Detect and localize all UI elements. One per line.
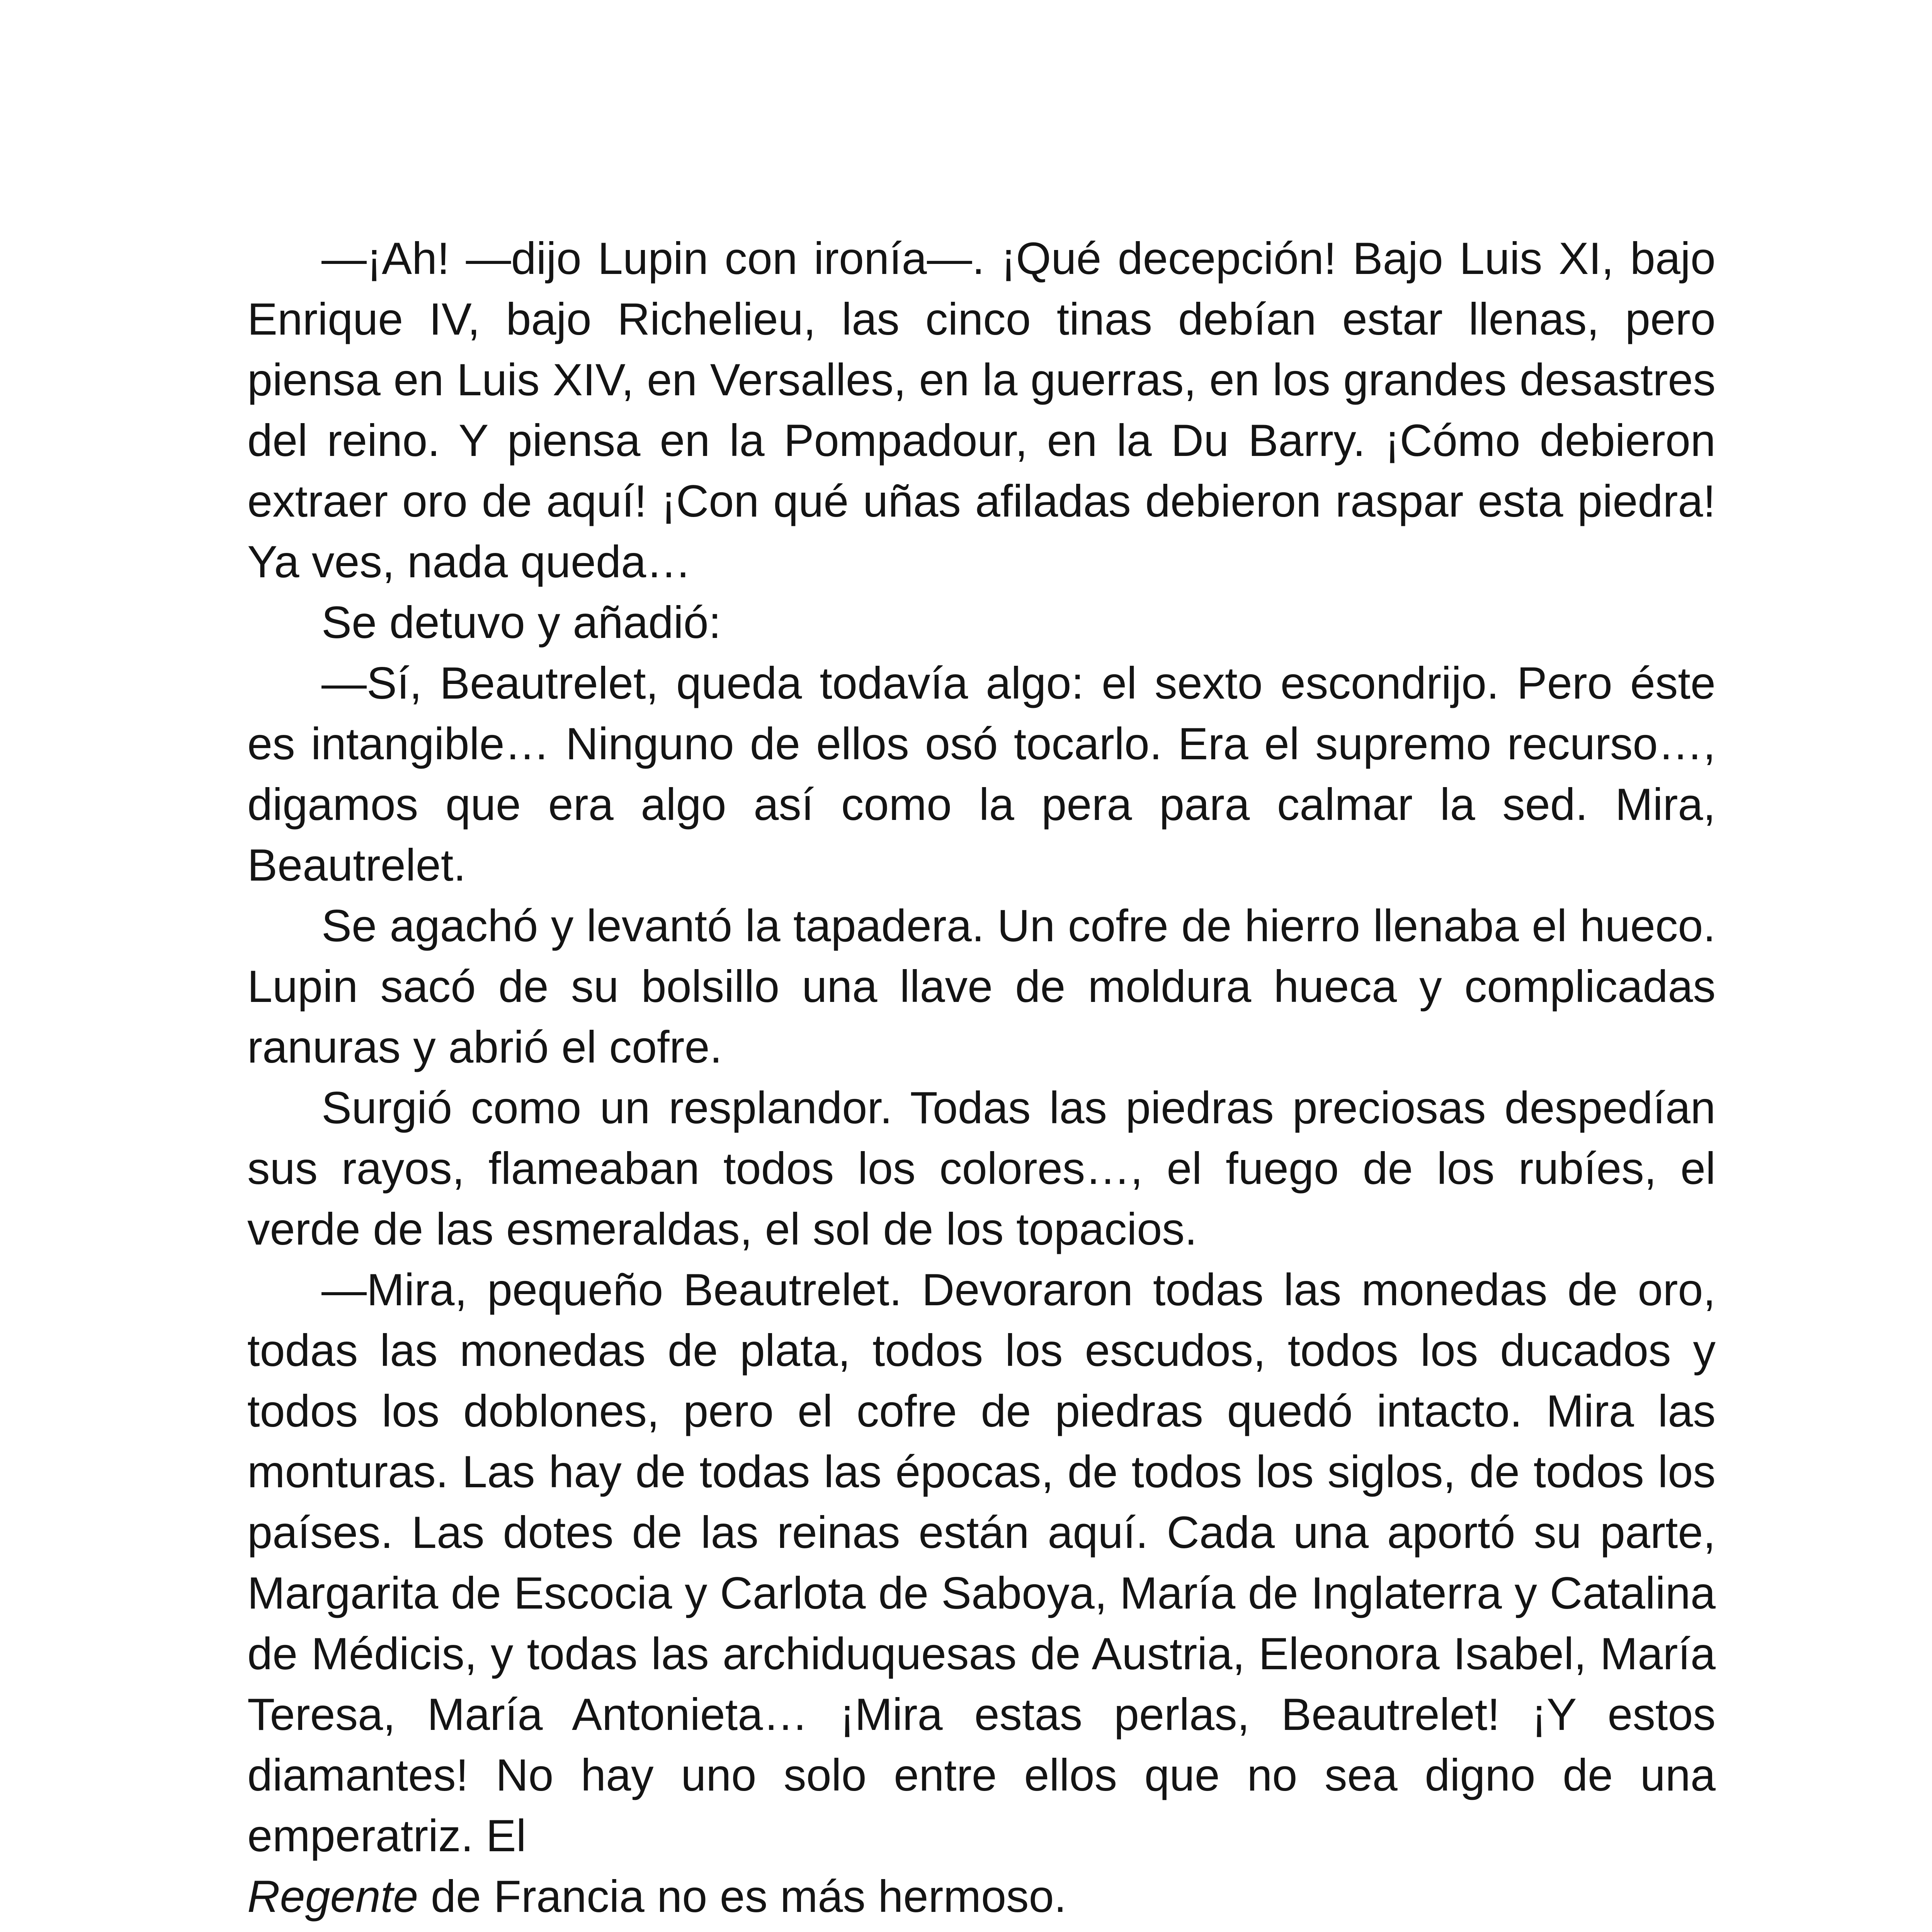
italic-title-regente: Regente: [247, 1871, 418, 1922]
paragraph-2: Se detuvo y añadió:: [321, 597, 721, 648]
paragraph-7: [247, 1927, 1716, 1932]
paragraph-4: Se agachó y levantó la tapadera. Un cofre de hierro llenaba el hueco. Lupin sacó de su bolsillo una llave de moldura hueca y complicadas ranuras y abrió el cofre.: [247, 900, 1716, 1072]
paragraph-3: —Sí, Beautrelet, queda todavía algo: el sexto escondrijo. Pero éste es intangible… Ninguno de ellos osó tocarlo. Era el supremo recurso…, digamos que era algo así como la pera para calmar la sed. Mira, Beautrelet.: [247, 658, 1716, 890]
book-page-text: [247, 228, 1716, 1932]
paragraph-6-tail: de Francia no es más hermoso.: [430, 1871, 1067, 1922]
paragraph-5: Surgió como un resplandor. Todas las piedras preciosas despedían sus rayos, flameaban todos los colores…, el fuego de los rubíes, el verde de las esmeraldas, el sol de los topacios.: [247, 1082, 1716, 1254]
paragraph-6: [247, 1259, 1716, 1927]
paragraph-6-text: —Mira, pequeño Beautrelet. Devoraron todas las monedas de oro, todas las monedas de plata, todos los escudos, todos los ducados y todos los doblones, pero el cofre de piedras quedó intacto. Mira las monturas. Las hay de todas las épocas, de todos los siglos, de todos los países. Las dotes de las reinas están aquí. Cada una aportó su parte, Margarita de Escocia y Carlota de Saboya, María de Inglaterra y Catalina de Médicis, y todas las archiduquesas de Austria, Eleonora Isabel, María Teresa, María Antonieta… ¡Mira estas perlas, Beautrelet! ¡Y estos diamantes! No hay uno solo entre ellos que no sea digno de una emperatriz. El: [247, 1264, 1716, 1861]
paragraph-1: —¡Ah! —dijo Lupin con ironía—. ¡Qué decepción! Bajo Luis XI, bajo Enrique IV, bajo Richelieu, las cinco tinas debían estar llenas, pero piensa en Luis XIV, en Versalles, en la guerras, en los grandes desastres del reino. Y piensa en la Pompadour, en la Du Barry. ¡Cómo debieron extraer oro de aquí! ¡Con qué uñas afiladas debieron raspar esta piedra! Ya ves, nada queda…: [247, 233, 1716, 587]
